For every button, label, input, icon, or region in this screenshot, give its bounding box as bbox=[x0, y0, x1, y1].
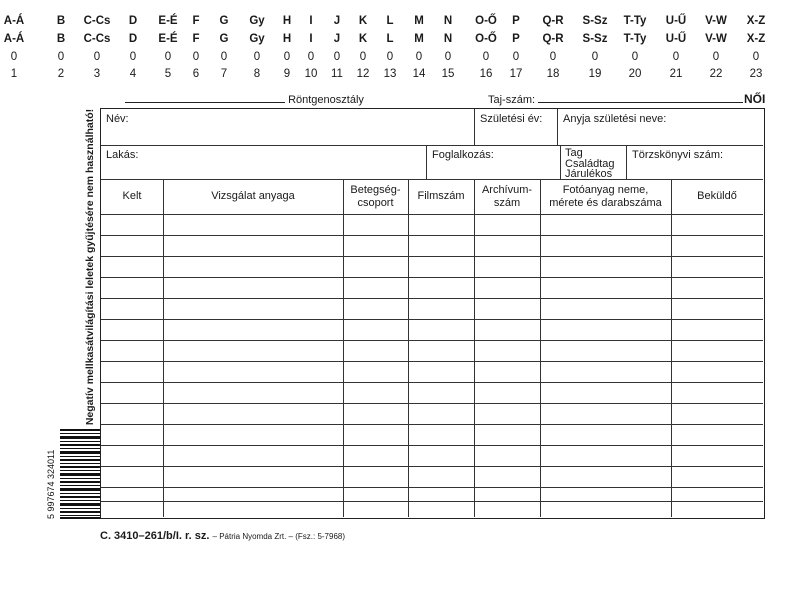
index-number: 5 bbox=[164, 68, 172, 80]
index-number: 2 bbox=[57, 68, 65, 80]
index-letter: P bbox=[512, 33, 520, 45]
index-letter: V-W bbox=[705, 33, 727, 45]
index-letter: F bbox=[192, 15, 200, 27]
column-header-film-number: Filmszám bbox=[417, 190, 465, 202]
department-label: Röntgenosztály bbox=[288, 94, 364, 106]
printer-info: – Pátria Nyomda Zrt. – (Fsz.: 5-7968) bbox=[212, 532, 346, 541]
index-zero: 0 bbox=[712, 51, 720, 63]
table-row[interactable] bbox=[101, 256, 763, 257]
family-member-label: Családtag bbox=[565, 157, 615, 170]
divider bbox=[557, 109, 558, 145]
index-letter: B bbox=[56, 15, 66, 27]
gender-label: NŐI bbox=[744, 92, 766, 106]
column-header-date: Kelt bbox=[122, 190, 142, 202]
divider bbox=[626, 145, 627, 179]
index-letter: D bbox=[128, 15, 138, 27]
index-zero: 0 bbox=[57, 51, 65, 63]
index-letter: E-É bbox=[158, 33, 178, 45]
index-letter: A-Á bbox=[3, 33, 25, 45]
index-letter: B bbox=[56, 33, 66, 45]
index-number: 9 bbox=[283, 68, 291, 80]
table-row[interactable] bbox=[101, 466, 763, 467]
index-letter: O-Ő bbox=[475, 33, 497, 45]
number-row bbox=[0, 66, 800, 82]
column-header-archive-number: Archívum- szám bbox=[481, 183, 533, 209]
index-number: 14 bbox=[412, 68, 426, 80]
index-zero: 0 bbox=[333, 51, 341, 63]
index-letter: G bbox=[219, 15, 229, 27]
index-letter: C-Cs bbox=[83, 15, 111, 27]
index-number: 17 bbox=[509, 68, 523, 80]
index-number: 10 bbox=[304, 68, 318, 80]
letter-row-1 bbox=[0, 13, 800, 29]
department-underline bbox=[125, 92, 285, 103]
index-zero: 0 bbox=[591, 51, 599, 63]
table-row[interactable] bbox=[101, 424, 763, 425]
index-letter: A-Á bbox=[3, 15, 25, 27]
index-zero: 0 bbox=[93, 51, 101, 63]
table-row[interactable] bbox=[101, 298, 763, 299]
index-letter: L bbox=[386, 15, 394, 27]
index-letter: U-Ű bbox=[665, 15, 687, 27]
mother-name-field[interactable]: Anyja születési neve: bbox=[563, 113, 667, 125]
index-zero: 0 bbox=[631, 51, 639, 63]
index-zero: 0 bbox=[283, 51, 291, 63]
department-field[interactable] bbox=[125, 92, 364, 106]
index-letter: Gy bbox=[249, 15, 265, 27]
table-row[interactable] bbox=[101, 340, 763, 341]
side-warning bbox=[80, 108, 100, 426]
index-zero: 0 bbox=[10, 51, 18, 63]
index-letter: M bbox=[414, 33, 424, 45]
index-zero: 0 bbox=[752, 51, 760, 63]
contributor-label: Járulékos bbox=[565, 168, 613, 180]
column-header-exam-material: Vizsgálat anyaga bbox=[211, 190, 295, 202]
index-letter: U-Ű bbox=[665, 33, 687, 45]
divider bbox=[101, 145, 763, 146]
form-code: C. 3410–261/b/I. r. sz. bbox=[100, 530, 210, 542]
taj-underline bbox=[538, 92, 743, 103]
index-zero: 0 bbox=[482, 51, 490, 63]
index-number: 1 bbox=[10, 68, 18, 80]
index-zero: 0 bbox=[386, 51, 394, 63]
name-field[interactable]: Név: bbox=[106, 113, 129, 125]
table-row[interactable] bbox=[101, 487, 763, 488]
index-number: 15 bbox=[441, 68, 455, 80]
index-letter: J bbox=[333, 15, 341, 27]
index-letter: I bbox=[309, 15, 313, 27]
barcode-graphic bbox=[40, 428, 100, 520]
index-zero: 0 bbox=[129, 51, 137, 63]
index-letter: X-Z bbox=[746, 15, 766, 27]
xray-form bbox=[100, 108, 765, 519]
index-letter: I bbox=[309, 33, 313, 45]
index-zero: 0 bbox=[164, 51, 172, 63]
index-letter: H bbox=[282, 33, 292, 45]
index-number: 23 bbox=[749, 68, 763, 80]
index-zero: 0 bbox=[672, 51, 680, 63]
side-warning-text: Negatív mellkasátvilágítási leletek gyűjtésére nem használható! bbox=[84, 108, 96, 426]
table-row[interactable] bbox=[101, 277, 763, 278]
index-letter: T-Ty bbox=[623, 15, 647, 27]
index-number: 19 bbox=[588, 68, 602, 80]
index-letter: E-É bbox=[158, 15, 178, 27]
index-letter: T-Ty bbox=[623, 33, 647, 45]
barcode-number: 5 997674 324011 bbox=[46, 449, 56, 519]
divider bbox=[426, 145, 427, 179]
column-header-photo-material: Fotóanyag neme, mérete és darabszáma bbox=[549, 183, 662, 209]
table-row[interactable] bbox=[101, 445, 763, 446]
index-number: 12 bbox=[356, 68, 370, 80]
form-footer bbox=[100, 530, 345, 542]
index-zero: 0 bbox=[512, 51, 520, 63]
index-number: 4 bbox=[129, 68, 137, 80]
index-zero: 0 bbox=[220, 51, 228, 63]
index-letter: H bbox=[282, 15, 292, 27]
index-number: 13 bbox=[383, 68, 397, 80]
index-number: 20 bbox=[628, 68, 642, 80]
index-number: 16 bbox=[479, 68, 493, 80]
taj-label: Taj-szám: bbox=[488, 94, 536, 106]
index-letter: S-Sz bbox=[582, 33, 608, 45]
index-letter: V-W bbox=[705, 15, 727, 27]
index-zero: 0 bbox=[307, 51, 315, 63]
index-letter: X-Z bbox=[746, 33, 766, 45]
member-label: Tag bbox=[565, 147, 583, 159]
index-zero: 0 bbox=[444, 51, 452, 63]
index-letter: P bbox=[512, 15, 520, 27]
index-letter: L bbox=[386, 33, 394, 45]
index-letter: D bbox=[128, 33, 138, 45]
insurance-status-field[interactable] bbox=[565, 148, 615, 180]
column-header-disease-group: Betegség- csoport bbox=[350, 183, 401, 209]
address-field[interactable]: Lakás: bbox=[106, 149, 139, 161]
index-letter: S-Sz bbox=[582, 15, 608, 27]
index-zero: 0 bbox=[359, 51, 367, 63]
index-number: 8 bbox=[253, 68, 261, 80]
taj-field[interactable] bbox=[488, 92, 743, 106]
index-letter: O-Ő bbox=[475, 15, 497, 27]
index-letter: G bbox=[219, 33, 229, 45]
index-zero: 0 bbox=[549, 51, 557, 63]
index-letter: C-Cs bbox=[83, 33, 111, 45]
birth-year-field[interactable]: Születési év: bbox=[480, 113, 543, 125]
index-zero: 0 bbox=[415, 51, 423, 63]
index-zero: 0 bbox=[192, 51, 200, 63]
index-letter: N bbox=[443, 15, 453, 27]
index-letter: N bbox=[443, 33, 453, 45]
index-letter: F bbox=[192, 33, 200, 45]
index-zero: 0 bbox=[253, 51, 261, 63]
table-row[interactable] bbox=[101, 382, 763, 383]
index-letter: M bbox=[414, 15, 424, 27]
index-letter: Gy bbox=[249, 33, 265, 45]
index-number: 18 bbox=[546, 68, 560, 80]
letter-row-2 bbox=[0, 31, 800, 47]
index-number: 11 bbox=[331, 68, 343, 80]
index-letter: Q-R bbox=[542, 33, 564, 45]
index-number: 22 bbox=[709, 68, 723, 80]
divider bbox=[560, 145, 561, 179]
barcode bbox=[40, 428, 100, 520]
occupation-field[interactable]: Foglalkozás: bbox=[432, 149, 494, 161]
table-row[interactable] bbox=[101, 235, 763, 236]
index-letter: Q-R bbox=[542, 15, 564, 27]
zero-row bbox=[0, 49, 800, 65]
table-row[interactable] bbox=[101, 319, 763, 320]
column-header-sender: Beküldő bbox=[697, 190, 737, 202]
index-number: 7 bbox=[220, 68, 228, 80]
index-number: 21 bbox=[669, 68, 683, 80]
table-row[interactable] bbox=[101, 361, 763, 362]
index-number: 3 bbox=[93, 68, 101, 80]
divider bbox=[474, 109, 475, 145]
divider bbox=[101, 214, 763, 215]
index-letter: K bbox=[358, 33, 368, 45]
index-number: 6 bbox=[192, 68, 200, 80]
index-letter: J bbox=[333, 33, 341, 45]
index-letter: K bbox=[358, 15, 368, 27]
register-number-field[interactable]: Törzskönyvi szám: bbox=[632, 149, 724, 161]
table-row[interactable] bbox=[101, 501, 763, 502]
table-row[interactable] bbox=[101, 403, 763, 404]
